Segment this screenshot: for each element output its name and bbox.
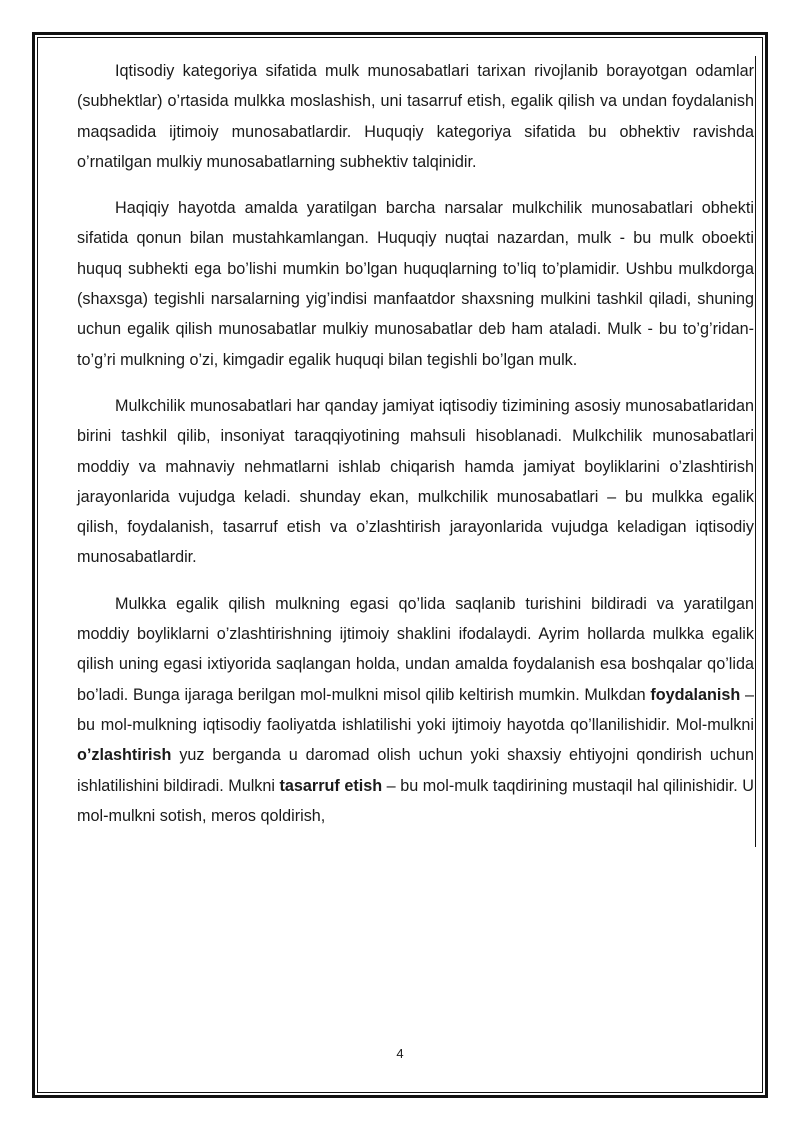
text-run: Haqiqiy hayotda amalda yaratilgan barcha narsalar mulkchilik munosabatlari obhekti sifatida qonun bilan mustahkamlangan. Huquqiy nuqtai nazardan, mulk - bu mulk oboekti huquq subhekti ega bo’lishi mumkin bo’lgan huquqlarning to’liq to’plamidir. Ushbu mulkdorga (shaxsga) tegishli narsalarning yig’indisi manfaatdor shaxsning mulkini tashkil qiladi, shuning uchun egalik qilish munosabatlar mulkiy munosabatlar deb ham ataladi. Mulk - bu to’g’ridan-to’g’ri mulkning o’zi, kimgadir egalik huquqi bilan tegishli bo’lgan mulk. [77,199,754,369]
paragraph-4 [77,589,754,831]
text-run: Mulkchilik munosabatlari har qanday jamiyat iqtisodiy tizimining asosiy munosabatlaridan birini tashkil qilib, insoniyat taraqqiyotining mahsuli hisoblanadi. Mulkchilik munosabatlari moddiy va mahnaviy nehmatlarni ishlab chiqarish hamda jamiyat boyliklarini o’zlashtirish jarayonlarida vujudga keladi. shunday ekan, mulkchilik munosabatlari – bu mulkka egalik qilish, foydalanish, tasarruf etish va o’zlashtirish jarayonlarida vujudga keladigan iqtisodiy munosabatlardir. [77,396,754,567]
paragraph-1 [77,56,754,177]
bold-term-tasarruf-etish: tasarruf etish [279,776,383,795]
document-body [77,56,756,847]
page-number: 4 [396,1046,404,1061]
paragraph-2 [77,193,754,375]
bold-term-ozlashtirish: o’zlashtirish [77,746,172,765]
bold-term-foydalanish: foydalanish [650,685,741,704]
text-run: – bu mol-mulkning iqtisodiy faoliyatda ishlatilishi yoki ijtimoiy hayotda qo’llanilishidir. Mol-mulkni [77,685,754,734]
paragraph-3 [77,391,754,573]
text-run: Iqtisodiy kategoriya sifatida mulk munosabatlari tarixan rivojlanib borayotgan odamlar (subhektlar) o’rtasida mulkka moslashish, uni tasarruf etish, egalik qilish va undan foydalanish maqsadida ijtimoiy munosabatlardir. Huquqiy kategoriya sifatida bu obhektiv ravishda o’rnatilgan mulkiy munosabatlarning subhektiv talqinidir. [77,62,754,171]
text-run: Mulkka egalik qilish mulkning egasi qo’lida saqlanib turishini bildiradi va yaratilgan moddiy boyliklarni o’zlashtirishning ijtimoiy shaklini ifodalaydi. Ayrim hollarda mulkka egalik qilish uning egasi ixtiyorida saqlangan holda, undan amalda foydalanish esa boshqalar qo’lida bo’ladi. Bunga ijaraga berilgan mol-mulkni misol qilib keltirish mumkin. Mulkdan [77,594,754,704]
text-run: – bu mol-mulk taqdirining mustaqil hal qilinishidir. U mol-mulkni sotish, meros qoldirish, [77,776,754,825]
text-run: yuz berganda u daromad olish uchun yoki shaxsiy ehtiyojni qondirish uchun ishlatilishini bildiradi. Mulkni [77,746,754,795]
